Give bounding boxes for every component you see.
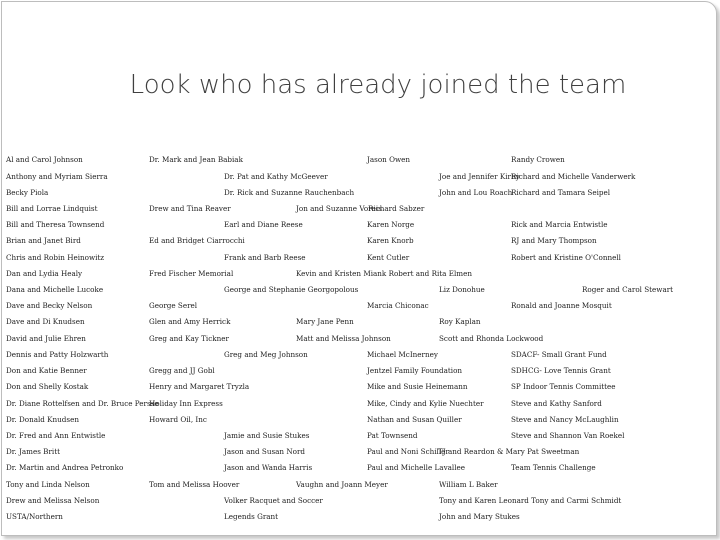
- donor-name: Mike and Susie Heinemann: [367, 382, 468, 391]
- donor-name: Bill and Lorrae Lindquist: [6, 204, 98, 213]
- donor-name: Randy Crowen: [511, 155, 565, 164]
- donor-name: Paul and Michelle Lavallee: [367, 463, 466, 472]
- donor-name: Richard Sabzer: [368, 204, 425, 213]
- donor-name: Henry and Margaret Tryzla: [149, 382, 250, 391]
- donor-name: Dr. Pat and Kathy McGeever: [224, 172, 328, 181]
- donor-name: Brian and Janet Bird: [6, 236, 81, 245]
- donor-name: Kevin and Kristen Miank Robert and Rita Elmen: [296, 269, 472, 278]
- donor-name: TJ and Reardon & Mary Pat Sweetman: [438, 447, 580, 456]
- donor-name: Jentzel Family Foundation: [367, 366, 463, 375]
- donor-name: Mike, Cindy and Kylie Nuechter: [367, 399, 484, 408]
- donor-name: Dr. Diane Rottelfsen and Dr. Bruce Persse: [6, 399, 159, 408]
- donor-name: Drew and Melissa Nelson: [6, 496, 100, 505]
- donor-name: George and Stephanie Georgopolous: [224, 285, 359, 294]
- donor-name: Dana and Michelle Lucoke: [6, 285, 104, 294]
- donor-name: Legends Grant: [224, 512, 279, 521]
- donor-name: Dr. James Britt: [6, 447, 60, 456]
- donor-name: John and Mary Stukes: [439, 512, 520, 521]
- donor-name: David and Julie Ehren: [6, 334, 86, 343]
- donor-name: George Serel: [149, 301, 198, 310]
- donor-name: SDHCG- Love Tennis Grant: [511, 366, 611, 375]
- donor-name: Scott and Rhonda Lockwood: [439, 334, 544, 343]
- donor-name: Glen and Amy Herrick: [149, 317, 231, 326]
- donor-name: Nathan and Susan Quiller: [367, 415, 462, 424]
- donor-name: Ronald and Joanne Mosquit: [511, 301, 612, 310]
- donor-name: Fred Fischer Memorial: [149, 269, 234, 278]
- donor-name: Jason and Wanda Harris: [224, 463, 313, 472]
- donor-name: Steve and Kathy Sanford: [511, 399, 602, 408]
- donor-name: Vaughn and Joann Meyer: [296, 480, 388, 489]
- donor-name: Robert and Kristine O'Connell: [511, 253, 621, 262]
- donor-name: Tony and Karen Leonard Tony and Carmi Schmidt: [439, 496, 622, 505]
- donor-name: Tony and Linda Nelson: [6, 480, 90, 489]
- donor-name: Steve and Nancy McLaughlin: [511, 415, 619, 424]
- donor-name: Dan and Lydia Healy: [6, 269, 83, 278]
- donor-name: Pat Townsend: [367, 431, 418, 440]
- donor-name: Drew and Tina Reaver: [149, 204, 231, 213]
- donor-name: Richard and Michelle Vanderwerk: [511, 172, 636, 181]
- donor-name: Dave and Becky Nelson: [6, 301, 93, 310]
- donor-name: Joe and Jennifer Kirby: [439, 172, 520, 181]
- donor-name: Roy Kaplan: [439, 317, 481, 326]
- donor-name: Dr. Rick and Suzanne Rauchenbach: [224, 188, 355, 197]
- donor-name: Marcia Chiconac: [367, 301, 429, 310]
- donor-name: Dave and Di Knudsen: [6, 317, 85, 326]
- donor-name: SP Indoor Tennis Committee: [511, 382, 616, 391]
- donor-name: Matt and Melissa Johnson: [296, 334, 391, 343]
- donor-name: William L Baker: [439, 480, 498, 489]
- donor-name: Frank and Barb Reese: [224, 253, 306, 262]
- donor-name: Karen Knorb: [367, 236, 414, 245]
- donor-name: Greg and Kay Tickner: [149, 334, 229, 343]
- donor-name: Dennis and Patty Holzwarth: [6, 350, 109, 359]
- donor-name: Don and Shelly Kostak: [6, 382, 89, 391]
- donor-name: Howard Oil, Inc: [149, 415, 207, 424]
- donor-name: Becky Piola: [6, 188, 49, 197]
- donor-name: Holiday Inn Express: [149, 399, 223, 408]
- donor-name: Dr. Donald Knudsen: [6, 415, 79, 424]
- donor-name: SDACF- Small Grant Fund: [511, 350, 607, 359]
- donor-name: Mary Jane Penn: [296, 317, 354, 326]
- donor-name: Jason Owen: [367, 155, 411, 164]
- donor-name: Karen Norge: [367, 220, 415, 229]
- donor-name: Dr. Fred and Ann Entwistle: [6, 431, 106, 440]
- donor-name: Chris and Robin Heinowitz: [6, 253, 105, 262]
- donor-name: Jamie and Susie Stukes: [224, 431, 310, 440]
- slide-title: Look who has already joined the team: [129, 70, 627, 100]
- donor-name: John and Lou Roach: [439, 188, 513, 197]
- donor-name: Michael McInerney: [367, 350, 438, 359]
- donor-name: Kent Cutler: [367, 253, 410, 262]
- donor-name: Earl and Diane Reese: [224, 220, 303, 229]
- donor-name: Greg and Meg Johnson: [224, 350, 308, 359]
- donor-name: Gregg and JJ Gobl: [149, 366, 215, 375]
- donor-name: Dr. Martin and Andrea Petronko: [6, 463, 124, 472]
- donor-name: Al and Carol Johnson: [6, 155, 83, 164]
- donor-name: Paul and Noni Schiller: [367, 447, 449, 456]
- donor-name: Steve and Shannon Van Roekel: [511, 431, 625, 440]
- donor-name: Richard and Tamara Seipel: [511, 188, 611, 197]
- donor-name: USTA/Northern: [6, 512, 63, 521]
- donor-name: Rick and Marcia Entwistle: [511, 220, 608, 229]
- donor-name: Team Tennis Challenge: [511, 463, 596, 472]
- donor-name: Tom and Melissa Hoover: [149, 480, 240, 489]
- donor-name: Jon and Suzanne Voreis: [296, 204, 382, 213]
- donor-name: RJ and Mary Thompson: [511, 236, 597, 245]
- donor-name: Dr. Mark and Jean Babiak: [149, 155, 243, 164]
- donor-name: Anthony and Myriam Sierra: [6, 172, 108, 181]
- donor-name: Roger and Carol Stewart: [582, 285, 674, 294]
- donor-name: Jason and Susan Nord: [224, 447, 305, 456]
- donor-name: Bill and Theresa Townsend: [6, 220, 105, 229]
- donor-name: Don and Katie Benner: [6, 366, 87, 375]
- donor-name: Ed and Bridget Ciarrocchi: [149, 236, 245, 245]
- donor-name: Liz Donohue: [439, 285, 485, 294]
- donor-name: Volker Racquet and Soccer: [224, 496, 323, 505]
